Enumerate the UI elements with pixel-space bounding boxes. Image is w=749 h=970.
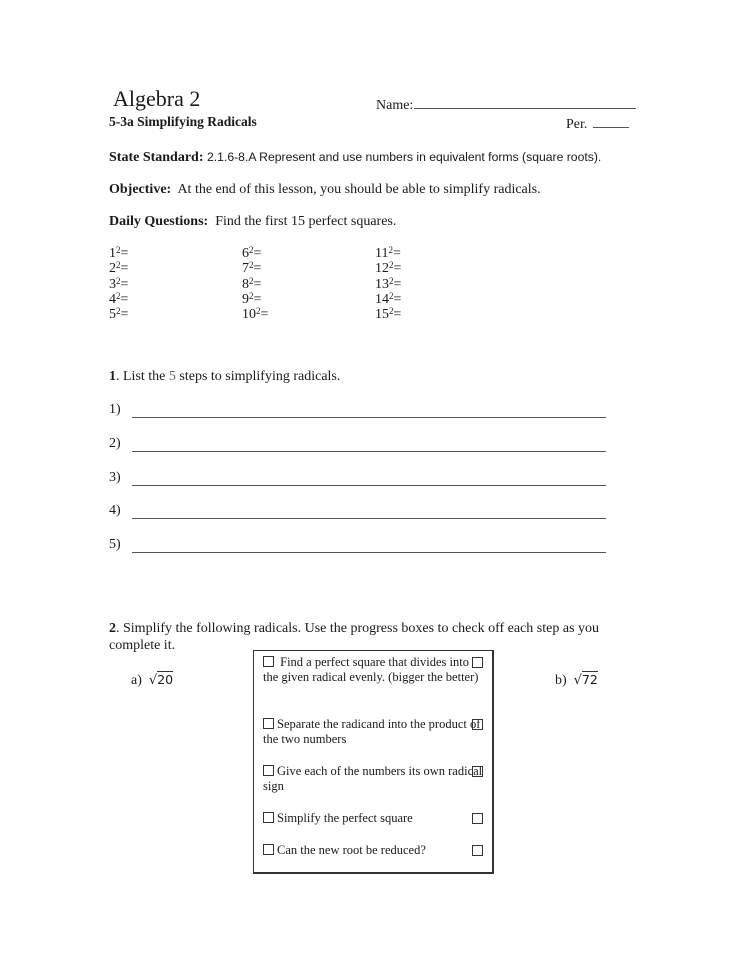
answer-blank[interactable] — [132, 518, 606, 519]
square-item[interactable]: $10^2=$ — [242, 306, 269, 323]
square-item[interactable]: $8^2=$ — [242, 275, 262, 292]
answer-blank[interactable] — [132, 552, 606, 553]
problem-b: b) √72 — [555, 672, 598, 688]
radicand: 72 — [581, 672, 598, 687]
step-count: 5 — [168, 369, 176, 384]
checklist-item-4: Simplify the perfect square — [263, 811, 485, 826]
question-2-number: 2 — [109, 621, 116, 636]
checkbox-icon[interactable] — [263, 812, 274, 823]
checkbox-icon[interactable] — [472, 813, 483, 824]
checklist-item-2: Separate the radicand into the product of the two numbers — [263, 717, 485, 747]
checkbox-icon[interactable] — [263, 844, 274, 855]
problem-a: a) √20 — [131, 672, 174, 688]
answer-blank[interactable] — [132, 485, 606, 486]
objective-label: Objective: — [109, 182, 172, 197]
square-item[interactable]: $3^2=$ — [109, 275, 129, 292]
checklist-item-1: Find a perfect square that divides into the given radical evenly. (bigger the better) — [263, 655, 485, 685]
question-2-prompt: 2. Simplify the following radicals. Use the progress boxes to check off each step as you complete it. — [109, 621, 600, 653]
square-item[interactable]: $14^2=$ — [375, 290, 402, 307]
squares-column-1 — [109, 246, 128, 322]
name-label: Name: — [376, 98, 414, 113]
step-line-4[interactable]: 4) — [109, 503, 131, 519]
name-field[interactable] — [376, 94, 636, 114]
checklist-item-5: Can the new root be reduced? — [263, 843, 485, 858]
step-line-2[interactable]: 2) — [109, 436, 131, 452]
squares-column-3 — [375, 246, 401, 322]
checkbox-icon[interactable] — [263, 718, 274, 729]
square-item[interactable]: $9^2=$ — [242, 290, 262, 307]
objective — [109, 182, 541, 198]
answer-blank[interactable] — [132, 451, 606, 452]
square-item[interactable]: $13^2=$ — [375, 275, 402, 292]
step-line-3[interactable]: 3) — [109, 470, 131, 486]
square-item[interactable]: $6^2=$ — [242, 245, 262, 261]
checklist-item-3: Give each of the numbers its own radical sign — [263, 764, 483, 793]
checkbox-icon[interactable] — [472, 766, 483, 777]
period-label: Per. — [566, 117, 588, 132]
radicand: 20 — [157, 672, 174, 687]
state-standard-label: State Standard: — [109, 150, 204, 165]
sqrt-icon: √ — [573, 673, 582, 688]
sqrt-icon: √ — [148, 673, 158, 688]
step-line-1[interactable]: 1) — [109, 402, 131, 418]
square-item[interactable]: $7^2=$ — [242, 260, 262, 277]
step-line-5[interactable]: 5) — [109, 537, 131, 553]
question-1-number: 1 — [109, 369, 116, 384]
answer-blank[interactable] — [132, 417, 606, 418]
square-item[interactable]: $12^2=$ — [375, 260, 402, 277]
daily-questions-text: Find the first 15 perfect squares. — [215, 214, 397, 229]
question-1-prompt: 1. List the 5 steps to simplifying radicals. — [109, 369, 341, 384]
square-item[interactable]: $11^2=$ — [375, 245, 401, 261]
checkbox-icon[interactable] — [263, 765, 274, 776]
state-standard — [109, 150, 601, 166]
square-item[interactable]: $2^2=$ — [109, 260, 129, 277]
progress-checklist-box — [253, 650, 494, 874]
lesson-title: 5-3a Simplifying Radicals — [109, 114, 257, 129]
checkbox-icon[interactable] — [472, 657, 483, 668]
checkbox-icon[interactable] — [472, 845, 483, 856]
name-blank[interactable] — [414, 94, 636, 109]
objective-text: At the end of this lesson, you should be able to simplify radicals. — [177, 182, 541, 197]
square-item[interactable]: $1^2=$ — [109, 245, 129, 261]
daily-questions — [109, 214, 396, 230]
square-item[interactable]: $15^2=$ — [375, 306, 402, 323]
state-standard-text: 2.1.6-8.A Represent and use numbers in equivalent forms (square roots). — [207, 150, 602, 164]
period-field[interactable] — [566, 115, 629, 133]
course-title: Algebra 2 — [113, 86, 201, 111]
period-blank[interactable] — [593, 115, 629, 128]
checkbox-icon[interactable] — [472, 719, 483, 730]
checkbox-icon[interactable] — [263, 656, 274, 667]
daily-questions-label: Daily Questions: — [109, 214, 209, 229]
squares-column-2 — [242, 246, 268, 322]
square-item[interactable]: $4^2=$ — [109, 290, 129, 307]
square-item[interactable]: $5^2=$ — [109, 306, 129, 323]
